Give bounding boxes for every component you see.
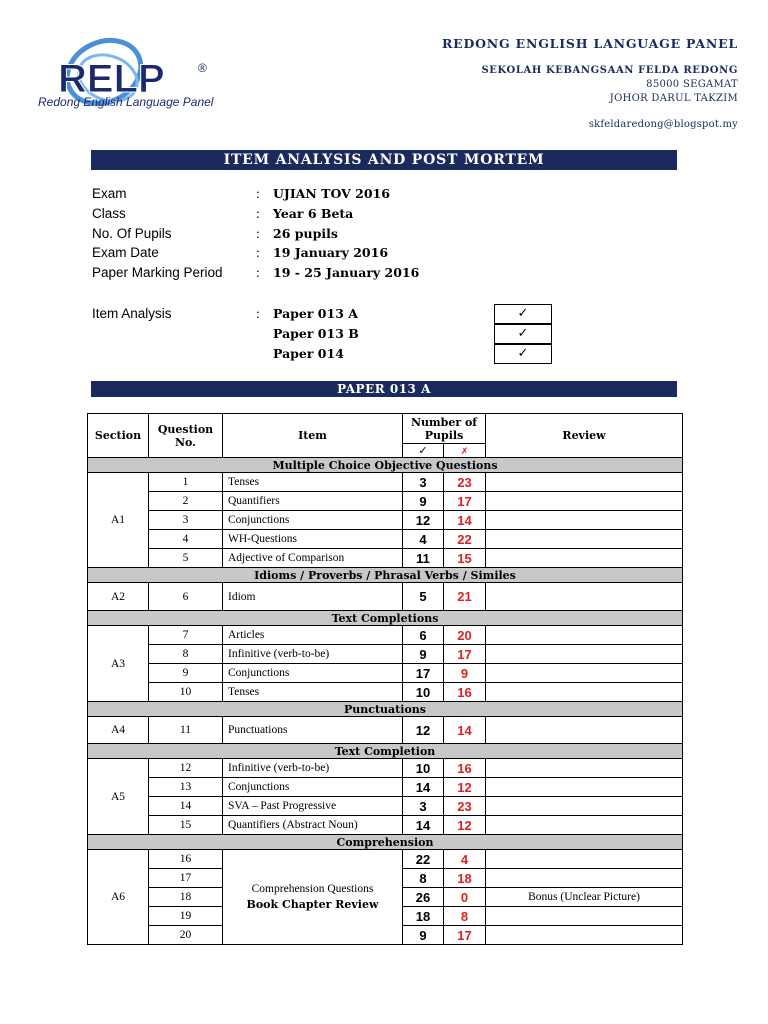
question-no: 2 bbox=[149, 492, 223, 511]
info-colon: : bbox=[256, 206, 260, 221]
paper-row bbox=[92, 346, 692, 366]
organization-email: skfeldaredong@blogspot.my bbox=[588, 119, 738, 130]
paper-checkbox: ✓ bbox=[494, 324, 552, 344]
wrong-count: 20 bbox=[444, 626, 486, 645]
logo-wordmark: RELP bbox=[58, 57, 165, 101]
wrong-count: 9 bbox=[444, 664, 486, 683]
review-cell bbox=[486, 850, 683, 869]
section-cell: A1 bbox=[88, 473, 149, 568]
wrong-count: 12 bbox=[444, 816, 486, 835]
paper-name: Paper 013 A bbox=[273, 306, 358, 321]
review-cell bbox=[486, 530, 683, 549]
wrong-count: 16 bbox=[444, 759, 486, 778]
correct-count: 22 bbox=[403, 850, 444, 869]
band-row bbox=[88, 611, 683, 626]
table-row bbox=[88, 816, 683, 835]
paper-checkbox: ✓ bbox=[494, 344, 552, 364]
comprehension-item-line2: Book Chapter Review bbox=[246, 898, 379, 911]
correct-tick-icon: ✓ bbox=[403, 444, 444, 458]
table-row bbox=[88, 759, 683, 778]
review-cell bbox=[486, 492, 683, 511]
question-no: 13 bbox=[149, 778, 223, 797]
review-cell bbox=[486, 511, 683, 530]
wrong-count: 12 bbox=[444, 778, 486, 797]
question-no: 18 bbox=[149, 888, 223, 907]
wrong-count: 17 bbox=[444, 492, 486, 511]
band-row bbox=[88, 744, 683, 759]
question-no: 9 bbox=[149, 664, 223, 683]
table-row bbox=[88, 473, 683, 492]
table-header-row bbox=[88, 414, 683, 444]
info-row-class bbox=[92, 206, 692, 226]
question-no: 16 bbox=[149, 850, 223, 869]
paper-checkbox: ✓ bbox=[494, 304, 552, 324]
info-label: No. Of Pupils bbox=[92, 226, 172, 241]
wrong-count: 15 bbox=[444, 549, 486, 568]
band-row bbox=[88, 835, 683, 850]
item-name: Tenses bbox=[223, 473, 403, 492]
item-name: SVA – Past Progressive bbox=[223, 797, 403, 816]
item-name: Infinitive (verb-to-be) bbox=[223, 645, 403, 664]
table-row bbox=[88, 530, 683, 549]
question-no: 11 bbox=[149, 717, 223, 744]
review-cell bbox=[486, 549, 683, 568]
question-no: 19 bbox=[149, 907, 223, 926]
school-postcode: 85000 SEGAMAT bbox=[646, 79, 738, 90]
info-value: 19 - 25 January 2016 bbox=[273, 265, 420, 280]
item-name: Quantifiers (Abstract Noun) bbox=[223, 816, 403, 835]
review-cell bbox=[486, 869, 683, 888]
review-cell: Bonus (Unclear Picture) bbox=[486, 888, 683, 907]
correct-count: 6 bbox=[403, 626, 444, 645]
review-cell bbox=[486, 645, 683, 664]
question-no: 6 bbox=[149, 583, 223, 611]
question-no: 17 bbox=[149, 869, 223, 888]
question-no: 8 bbox=[149, 645, 223, 664]
info-colon: : bbox=[256, 226, 260, 241]
organization-header bbox=[442, 36, 738, 130]
wrong-count: 0 bbox=[444, 888, 486, 907]
question-no: 4 bbox=[149, 530, 223, 549]
review-cell bbox=[486, 907, 683, 926]
info-row-exam-date bbox=[92, 245, 692, 265]
table-row bbox=[88, 492, 683, 511]
info-value: 19 January 2016 bbox=[273, 245, 389, 260]
band-label: Text Completion bbox=[88, 744, 683, 759]
table-row bbox=[88, 778, 683, 797]
review-cell bbox=[486, 816, 683, 835]
school-name: SEKOLAH KEBANGSAAN FELDA REDONG bbox=[481, 65, 738, 76]
review-cell bbox=[486, 717, 683, 744]
header-item: Item bbox=[223, 414, 403, 458]
paper-section-title: PAPER 013 A bbox=[91, 381, 677, 397]
info-label: Paper Marking Period bbox=[92, 265, 223, 280]
paper-name: Paper 013 B bbox=[273, 326, 359, 341]
relp-logo bbox=[36, 32, 236, 122]
table-row bbox=[88, 583, 683, 611]
correct-count: 14 bbox=[403, 778, 444, 797]
item-name: Conjunctions bbox=[223, 664, 403, 683]
item-name: Idiom bbox=[223, 583, 403, 611]
review-cell bbox=[486, 473, 683, 492]
wrong-count: 21 bbox=[444, 583, 486, 611]
paper-row bbox=[92, 326, 692, 346]
organization-name: REDONG ENGLISH LANGUAGE PANEL bbox=[441, 36, 738, 51]
paper-name: Paper 014 bbox=[273, 346, 344, 361]
info-row-pupils bbox=[92, 226, 692, 246]
correct-count: 9 bbox=[403, 645, 444, 664]
band-label: Punctuations bbox=[88, 702, 683, 717]
review-cell bbox=[486, 759, 683, 778]
question-no: 20 bbox=[149, 926, 223, 945]
table-row bbox=[88, 683, 683, 702]
correct-count: 18 bbox=[403, 907, 444, 926]
question-no: 15 bbox=[149, 816, 223, 835]
item-name: Articles bbox=[223, 626, 403, 645]
review-cell bbox=[486, 583, 683, 611]
info-label: Exam bbox=[92, 186, 127, 201]
wrong-count: 17 bbox=[444, 645, 486, 664]
table-row bbox=[88, 626, 683, 645]
correct-count: 4 bbox=[403, 530, 444, 549]
question-no: 7 bbox=[149, 626, 223, 645]
section-cell: A5 bbox=[88, 759, 149, 835]
correct-count: 10 bbox=[403, 759, 444, 778]
table-row bbox=[88, 797, 683, 816]
review-cell bbox=[486, 664, 683, 683]
item-analysis-label: Item Analysis bbox=[92, 306, 172, 321]
info-colon: : bbox=[256, 186, 260, 201]
header-question-no: Question No. bbox=[149, 414, 223, 458]
wrong-count: 4 bbox=[444, 850, 486, 869]
item-name: Conjunctions bbox=[223, 511, 403, 530]
table-row bbox=[88, 664, 683, 683]
info-row-exam bbox=[92, 186, 692, 206]
review-cell bbox=[486, 926, 683, 945]
question-no: 5 bbox=[149, 549, 223, 568]
info-colon: : bbox=[256, 265, 260, 280]
review-cell bbox=[486, 797, 683, 816]
correct-count: 26 bbox=[403, 888, 444, 907]
paper-row bbox=[92, 306, 692, 326]
school-state: JOHOR DARUL TAKZIM bbox=[609, 93, 738, 104]
review-cell bbox=[486, 626, 683, 645]
band-row bbox=[88, 702, 683, 717]
correct-count: 14 bbox=[403, 816, 444, 835]
correct-count: 3 bbox=[403, 473, 444, 492]
question-no: 12 bbox=[149, 759, 223, 778]
correct-count: 11 bbox=[403, 549, 444, 568]
band-row bbox=[88, 458, 683, 473]
question-no: 3 bbox=[149, 511, 223, 530]
correct-count: 10 bbox=[403, 683, 444, 702]
wrong-count: 14 bbox=[444, 511, 486, 530]
band-label: Multiple Choice Objective Questions bbox=[88, 458, 683, 473]
correct-count: 12 bbox=[403, 717, 444, 744]
info-colon: : bbox=[256, 306, 260, 321]
info-value: UJIAN TOV 2016 bbox=[273, 186, 390, 201]
question-no: 14 bbox=[149, 797, 223, 816]
correct-count: 8 bbox=[403, 869, 444, 888]
logo-registered-mark: ® bbox=[198, 61, 207, 75]
table-row bbox=[88, 717, 683, 744]
logo-tagline: Redong English Language Panel bbox=[38, 95, 214, 109]
header-section: Section bbox=[88, 414, 149, 458]
band-label: Comprehension bbox=[88, 835, 683, 850]
review-cell bbox=[486, 683, 683, 702]
band-row bbox=[88, 568, 683, 583]
item-name: WH-Questions bbox=[223, 530, 403, 549]
wrong-count: 23 bbox=[444, 473, 486, 492]
table-row bbox=[88, 549, 683, 568]
wrong-count: 18 bbox=[444, 869, 486, 888]
section-cell: A4 bbox=[88, 717, 149, 744]
info-value: Year 6 Beta bbox=[273, 206, 354, 221]
info-value: 26 pupils bbox=[273, 226, 338, 241]
section-cell: A3 bbox=[88, 626, 149, 702]
correct-count: 3 bbox=[403, 797, 444, 816]
wrong-count: 17 bbox=[444, 926, 486, 945]
wrong-count: 16 bbox=[444, 683, 486, 702]
item-name: Infinitive (verb-to-be) bbox=[223, 759, 403, 778]
item-name: Adjective of Comparison bbox=[223, 549, 403, 568]
wrong-count: 8 bbox=[444, 907, 486, 926]
wrong-cross-icon: ✗ bbox=[444, 444, 486, 458]
table-row bbox=[88, 850, 683, 869]
relp-logo-graphic bbox=[36, 32, 236, 122]
info-row-marking-period bbox=[92, 265, 692, 285]
correct-count: 12 bbox=[403, 511, 444, 530]
correct-count: 5 bbox=[403, 583, 444, 611]
correct-count: 9 bbox=[403, 492, 444, 511]
band-label: Text Completions bbox=[88, 611, 683, 626]
comprehension-item-line1: Comprehension Questions bbox=[251, 883, 374, 895]
correct-count: 9 bbox=[403, 926, 444, 945]
item-analysis-table bbox=[87, 413, 683, 945]
question-no: 1 bbox=[149, 473, 223, 492]
table-row bbox=[88, 645, 683, 664]
band-label: Idioms / Proverbs / Phrasal Verbs / Similes bbox=[88, 568, 683, 583]
question-no: 10 bbox=[149, 683, 223, 702]
correct-count: 17 bbox=[403, 664, 444, 683]
section-cell: A6 bbox=[88, 850, 149, 945]
item-name: Quantifiers bbox=[223, 492, 403, 511]
info-colon: : bbox=[256, 245, 260, 260]
header-number-of-pupils: Number of Pupils bbox=[403, 414, 486, 444]
document-title: ITEM ANALYSIS AND POST MORTEM bbox=[91, 150, 677, 170]
review-cell bbox=[486, 778, 683, 797]
header-review: Review bbox=[486, 414, 683, 458]
info-label: Class bbox=[92, 206, 126, 221]
item-name: Punctuations bbox=[223, 717, 403, 744]
comprehension-item bbox=[223, 850, 403, 945]
item-name: Conjunctions bbox=[223, 778, 403, 797]
table-row bbox=[88, 511, 683, 530]
wrong-count: 22 bbox=[444, 530, 486, 549]
wrong-count: 23 bbox=[444, 797, 486, 816]
wrong-count: 14 bbox=[444, 717, 486, 744]
info-label: Exam Date bbox=[92, 245, 159, 260]
item-name: Tenses bbox=[223, 683, 403, 702]
section-cell: A2 bbox=[88, 583, 149, 611]
